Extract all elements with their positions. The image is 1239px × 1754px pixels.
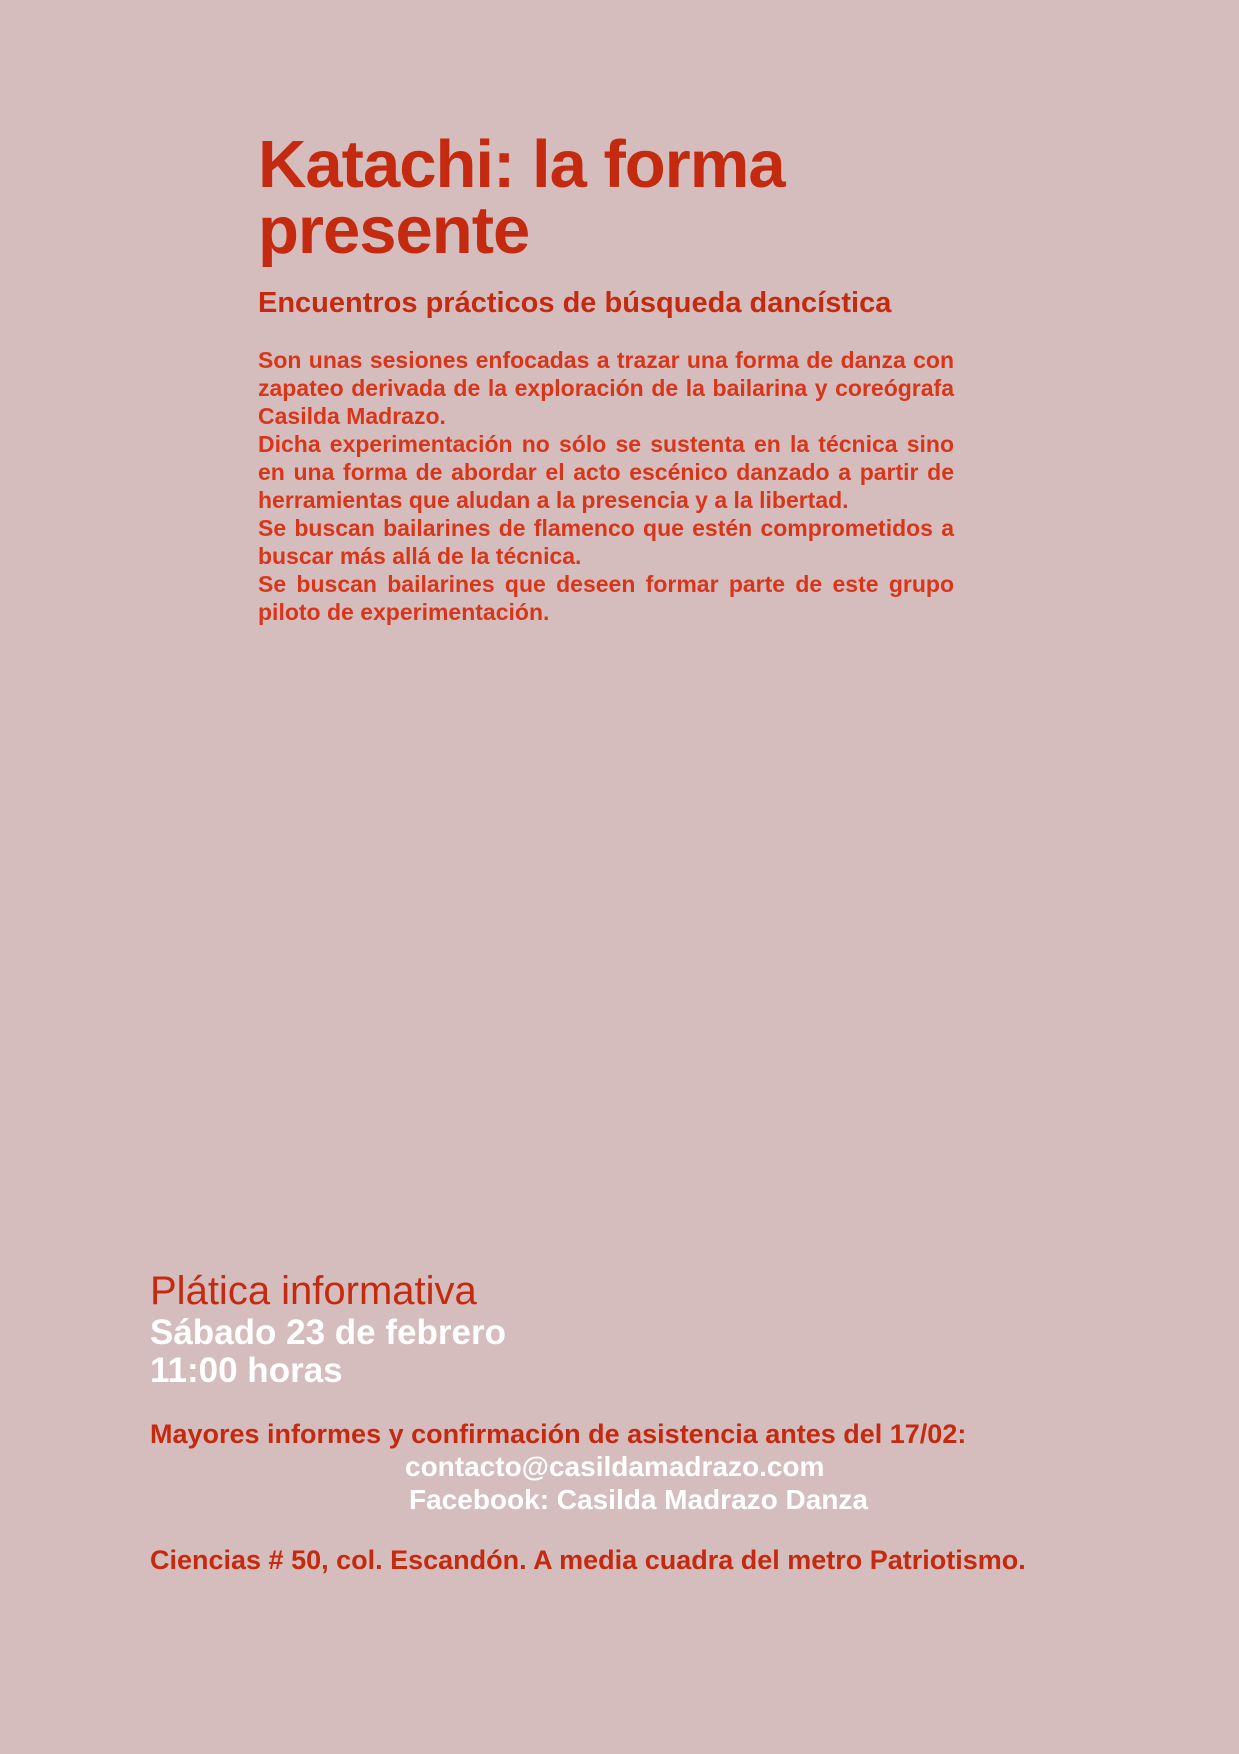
contact-email-link[interactable]: contacto@casildamadrazo.com [405, 1451, 825, 1482]
description [258, 346, 954, 626]
title-line-2: presente [258, 193, 530, 268]
page-subtitle: Encuentros prácticos de búsqueda dancística [258, 287, 892, 319]
contact-facebook-link[interactable]: Facebook: Casilda Madrazo Danza [409, 1484, 869, 1515]
description-paragraph-2: Dicha experimentación no sólo se sustenta en la técnica sino en una forma de abordar el acto escénico danzado a partir de herramientas que aludan a la presencia y a la libertad. [258, 431, 954, 513]
event-time: 11:00 horas [150, 1351, 343, 1390]
page-title [258, 127, 954, 268]
location-address: Ciencias # 50, col. Escandón. A media cuadra del metro Patriotismo. [150, 1545, 1026, 1575]
intro-section [258, 127, 954, 626]
title-line-1: Katachi: la forma [258, 127, 785, 202]
event-heading: Plática informativa [150, 1269, 477, 1313]
contact-intro: Mayores informes y confirmación de asistencia antes del 17/02: [150, 1419, 967, 1449]
description-paragraph-4: Se buscan bailarines que deseen formar parte de este grupo piloto de experimentación. [258, 571, 954, 625]
description-paragraph-3: Se buscan bailarines de flamenco que estén comprometidos a buscar más allá de la técnica. [258, 515, 954, 569]
description-paragraph-1: Son unas sesiones enfocadas a trazar una forma de danza con zapateo derivada de la exploración de la bailarina y coreógrafa Casilda Madrazo. [258, 347, 954, 429]
event-section [150, 1268, 1150, 1576]
event-date: Sábado 23 de febrero [150, 1313, 506, 1352]
